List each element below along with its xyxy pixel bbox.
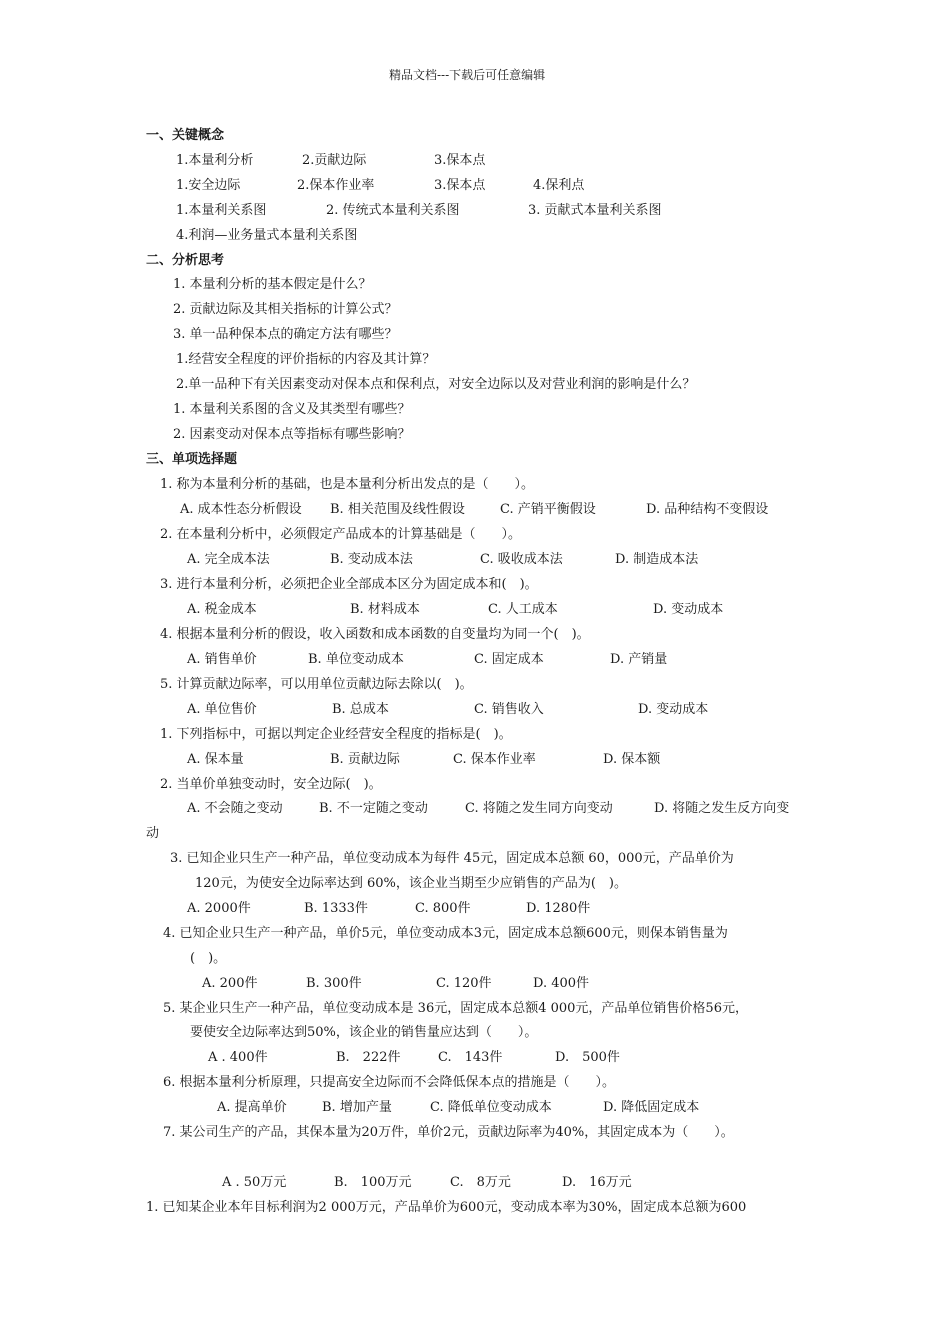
- text-line: ( )。: [190, 951, 227, 966]
- text-line: 7. 某公司生产的产品，其保本量为20万件，单价2元，贡献边际率为40%，其固定成本为（ ）。: [163, 1125, 734, 1140]
- text-line: 4. 已知企业只生产一种产品，单价5元，单位变动成本3元，固定成本总额600元，则保本销售量为: [163, 926, 728, 941]
- option-text: 2.贡献边际: [302, 153, 367, 168]
- text-line: 要使安全边际率达到50%，该企业的销售量应达到（ ）。: [190, 1025, 538, 1040]
- option-text: D. 降低固定成本: [603, 1100, 700, 1115]
- text-line: A . 400件: [208, 1050, 268, 1065]
- text-line: 120元，为使安全边际率达到 60%，该企业当期至少应销售的产品为( )。: [195, 876, 627, 891]
- option-text: B. 100万元: [334, 1175, 412, 1190]
- text-line: 5. 计算贡献边际率，可以用单位贡献边际去除以( )。: [160, 677, 473, 692]
- option-text: D. 保本额: [603, 752, 661, 767]
- text-line: A. 2000件: [187, 901, 251, 916]
- section-heading: 一、关键概念: [146, 128, 225, 143]
- option-text: C. 8万元: [450, 1175, 511, 1190]
- text-line: 3. 单一品种保本点的确定方法有哪些？: [173, 327, 398, 342]
- text-line: A. 提高单价: [217, 1100, 287, 1115]
- option-text: B. 贡献边际: [330, 752, 400, 767]
- text-line: 动: [146, 826, 160, 841]
- text-line: A. 200件: [202, 976, 258, 991]
- text-line: 1.本量利分析: [176, 153, 254, 168]
- page-header: 精品文档---下载后可任意编辑: [389, 68, 546, 82]
- text-line: 1.经营安全程度的评价指标的内容及其计算？: [176, 352, 436, 367]
- option-text: D. 品种结构不变假设: [646, 502, 769, 517]
- text-line: 1. 本量利分析的基本假定是什么？: [173, 277, 372, 292]
- text-line: A. 保本量: [187, 752, 244, 767]
- text-line: 2.单一品种下有关因素变动对保本点和保利点，对安全边际以及对营业利润的影响是什么？: [176, 377, 696, 392]
- text-line: 2. 因素变动对保本点等指标有哪些影响？: [173, 427, 411, 442]
- option-text: C. 降低单位变动成本: [430, 1100, 552, 1115]
- option-text: C. 产销平衡假设: [500, 502, 596, 517]
- text-line: 2. 贡献边际及其相关指标的计算公式？: [173, 302, 398, 317]
- option-text: D. 1280件: [526, 901, 591, 916]
- option-text: C. 将随之发生同方向变动: [465, 801, 613, 816]
- text-line: A. 税金成本: [187, 602, 257, 617]
- text-line: A. 成本性态分析假设: [180, 502, 302, 517]
- section-heading: 三、单项选择题: [146, 452, 238, 467]
- option-text: B. 不一定随之变动: [319, 801, 428, 816]
- text-line: 6. 根据本量利分析原理，只提高安全边际而不会降低保本点的措施是（ ）。: [163, 1075, 616, 1090]
- text-line: A. 不会随之变动: [187, 801, 283, 816]
- option-text: C. 120件: [436, 976, 492, 991]
- option-text: D. 400件: [533, 976, 590, 991]
- section-heading: 二、分析思考: [146, 253, 225, 268]
- text-line: A. 销售单价: [187, 652, 257, 667]
- option-text: B. 变动成本法: [330, 552, 413, 567]
- text-line: 1.本量利关系图: [176, 203, 267, 218]
- text-line: 1. 本量利关系图的含义及其类型有哪些？: [173, 402, 411, 417]
- text-line: 1.安全边际: [176, 178, 241, 193]
- option-text: C. 保本作业率: [453, 752, 536, 767]
- text-line: 1. 下列指标中，可据以判定企业经营安全程度的指标是( )。: [160, 727, 512, 742]
- text-line: 5. 某企业只生产一种产品，单位变动成本是 36元，固定成本总额4 000元，产品单位销售价格56元，: [163, 1001, 748, 1016]
- text-line: 1. 称为本量利分析的基础，也是本量利分析出发点的是（ ）。: [160, 477, 535, 492]
- option-text: B. 单位变动成本: [308, 652, 404, 667]
- text-line: A. 单位售价: [187, 702, 257, 717]
- text-line: 2. 在本量利分析中，必须假定产品成本的计算基础是（ ）。: [160, 527, 522, 542]
- option-text: C. 人工成本: [488, 602, 558, 617]
- option-text: C. 143件: [438, 1050, 503, 1065]
- option-text: 3.保本点: [434, 178, 486, 193]
- option-text: B. 材料成本: [350, 602, 420, 617]
- text-line: A. 完全成本法: [187, 552, 270, 567]
- option-text: 2.保本作业率: [297, 178, 375, 193]
- option-text: 3. 贡献式本量利关系图: [528, 203, 662, 218]
- option-text: B. 增加产量: [322, 1100, 392, 1115]
- option-text: C. 吸收成本法: [480, 552, 563, 567]
- option-text: B. 300件: [306, 976, 362, 991]
- text-line: 1. 已知某企业本年目标利润为2 000万元，产品单价为600元，变动成本率为30%，固定成本总额为600: [146, 1200, 747, 1215]
- option-text: D. 制造成本法: [615, 552, 699, 567]
- option-text: B. 222件: [336, 1050, 401, 1065]
- option-text: 3.保本点: [434, 153, 486, 168]
- text-line: 3. 进行本量利分析，必须把企业全部成本区分为固定成本和( )。: [160, 577, 538, 592]
- option-text: B. 相关范围及线性假设: [330, 502, 465, 517]
- option-text: D. 产销量: [610, 652, 668, 667]
- option-text: C. 固定成本: [474, 652, 544, 667]
- option-text: D. 变动成本: [653, 602, 724, 617]
- text-line: A . 50万元: [222, 1175, 287, 1190]
- text-line: 2. 当单价单独变动时，安全边际( )。: [160, 777, 382, 792]
- option-text: D. 500件: [555, 1050, 620, 1065]
- option-text: C. 销售收入: [474, 702, 544, 717]
- option-text: 2. 传统式本量利关系图: [326, 203, 460, 218]
- option-text: B. 1333件: [304, 901, 368, 916]
- text-line: 4. 根据本量利分析的假设，收入函数和成本函数的自变量均为同一个( )。: [160, 627, 590, 642]
- option-text: B. 总成本: [332, 702, 389, 717]
- text-line: 3. 已知企业只生产一种产品，单位变动成本为每件 45元，固定成本总额 60，000元，产品单价为: [170, 851, 734, 866]
- option-text: D. 将随之发生反方向变: [654, 801, 790, 816]
- option-text: D. 16万元: [562, 1175, 632, 1190]
- option-text: D. 变动成本: [638, 702, 709, 717]
- option-text: 4.保利点: [533, 178, 585, 193]
- text-line: 4.利润—业务量式本量利关系图: [176, 228, 358, 243]
- option-text: C. 800件: [415, 901, 471, 916]
